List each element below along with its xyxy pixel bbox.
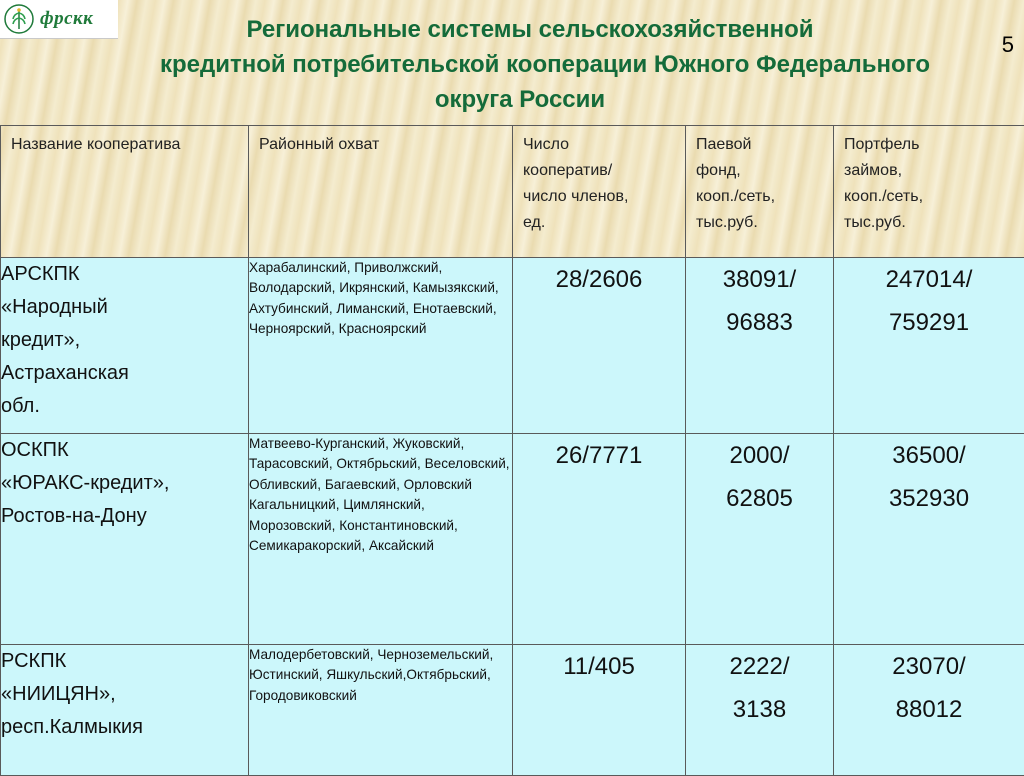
cooperatives-members-value: 26/7771 [513,434,685,477]
table-row [1,434,1024,645]
cooperatives-table [0,125,1024,776]
cooperatives-members-cell [513,645,686,776]
header-loan-portfolio [834,126,1024,258]
logo-text: фрскк [40,8,93,30]
header-count-line: кооператив/ [523,158,677,184]
header-loans-line: Портфель [844,132,1016,158]
loan-portfolio-value: 352930 [834,477,1024,520]
title-line-2: кредитной потребительской кооперации Южного Федерального [60,47,1024,82]
header-cooperatives-members [513,126,686,258]
cooperative-name-cell [1,258,249,434]
cooperative-name-cell [1,645,249,776]
share-fund-value: 2000/ [686,434,833,477]
header-cooperative-name [1,126,249,258]
wheat-emblem-icon [4,4,34,34]
title-line-1: Региональные системы сельскохозяйственной [60,12,1024,47]
share-fund-cell [686,434,834,645]
district-coverage-cell: Матвеево-Курганский, Жуковский, Тарасовский, Октябрьский, Веселовский, Обливский, Багаевский, Орловский Кагальницкий, Цимлянский, Морозовский, Константиновский, Семикаракорский, Аксайский [249,434,513,645]
cooperatives-members-value: 28/2606 [513,258,685,301]
district-coverage-cell: Малодербетовский, Черноземельский, Юстинский, Яшкульский,Октябрьский, Городовиковский [249,645,513,776]
header-fund-line: тыс.руб. [696,210,825,236]
header-count-line: ед. [523,210,677,236]
cooperatives-members-cell [513,434,686,645]
cooperative-name-line: респ.Калмыкия [1,711,248,744]
cooperatives-members-value: 11/405 [513,645,685,688]
loan-portfolio-cell [834,258,1024,434]
cooperative-name-line: кредит», [1,324,248,357]
cooperatives-members-cell [513,258,686,434]
header-loans-line: займов, [844,158,1016,184]
table-header-row [1,126,1024,258]
header-fund-line: кооп./сеть, [696,184,825,210]
loan-portfolio-value: 23070/ [834,645,1024,688]
header-count-line: Число [523,132,677,158]
table-row [1,645,1024,776]
cooperative-code: АРСКПК [1,258,248,291]
cooperative-name-line: обл. [1,390,248,423]
cooperative-name-line: «НИИЦЯН», [1,678,248,711]
page-title [60,12,1024,117]
header-district-coverage [249,126,513,258]
share-fund-value: 62805 [686,477,833,520]
header-loans-line: кооп./сеть, [844,184,1016,210]
cooperative-code: РСКПК [1,645,248,678]
loan-portfolio-value: 247014/ [834,258,1024,301]
cooperative-name-line: Астраханская [1,357,248,390]
header-loans-line: тыс.руб. [844,210,1016,236]
header-fund-line: фонд, [696,158,825,184]
loan-portfolio-value: 759291 [834,301,1024,344]
header-share-fund [686,126,834,258]
cooperative-name-line: «Народный [1,291,248,324]
share-fund-value: 96883 [686,301,833,344]
header-cooperative-name-text: Название кооператива [11,132,240,158]
header-count-line: число членов, [523,184,677,210]
loan-portfolio-cell [834,645,1024,776]
share-fund-value: 2222/ [686,645,833,688]
cooperative-name-cell [1,434,249,645]
cooperative-name-line: Ростов-на-Дону [1,500,248,533]
share-fund-value: 38091/ [686,258,833,301]
header-fund-line: Паевой [696,132,825,158]
header-district-coverage-text: Районный охват [259,132,504,158]
share-fund-cell [686,645,834,776]
share-fund-value: 3138 [686,688,833,731]
page-number: 5 [1002,32,1014,58]
district-coverage-cell: Харабалинский, Приволжский, Володарский, Икрянский, Камызякский, Ахтубинский, Лиманский, Енотаевский, Черноярский, Красноярский [249,258,513,434]
cooperative-code: ОСКПК [1,434,248,467]
table-row [1,258,1024,434]
loan-portfolio-cell [834,434,1024,645]
title-line-3: округа России [60,82,1024,117]
cooperative-name-line: «ЮРАКС-кредит», [1,467,248,500]
loan-portfolio-value: 36500/ [834,434,1024,477]
loan-portfolio-value: 88012 [834,688,1024,731]
share-fund-cell [686,258,834,434]
